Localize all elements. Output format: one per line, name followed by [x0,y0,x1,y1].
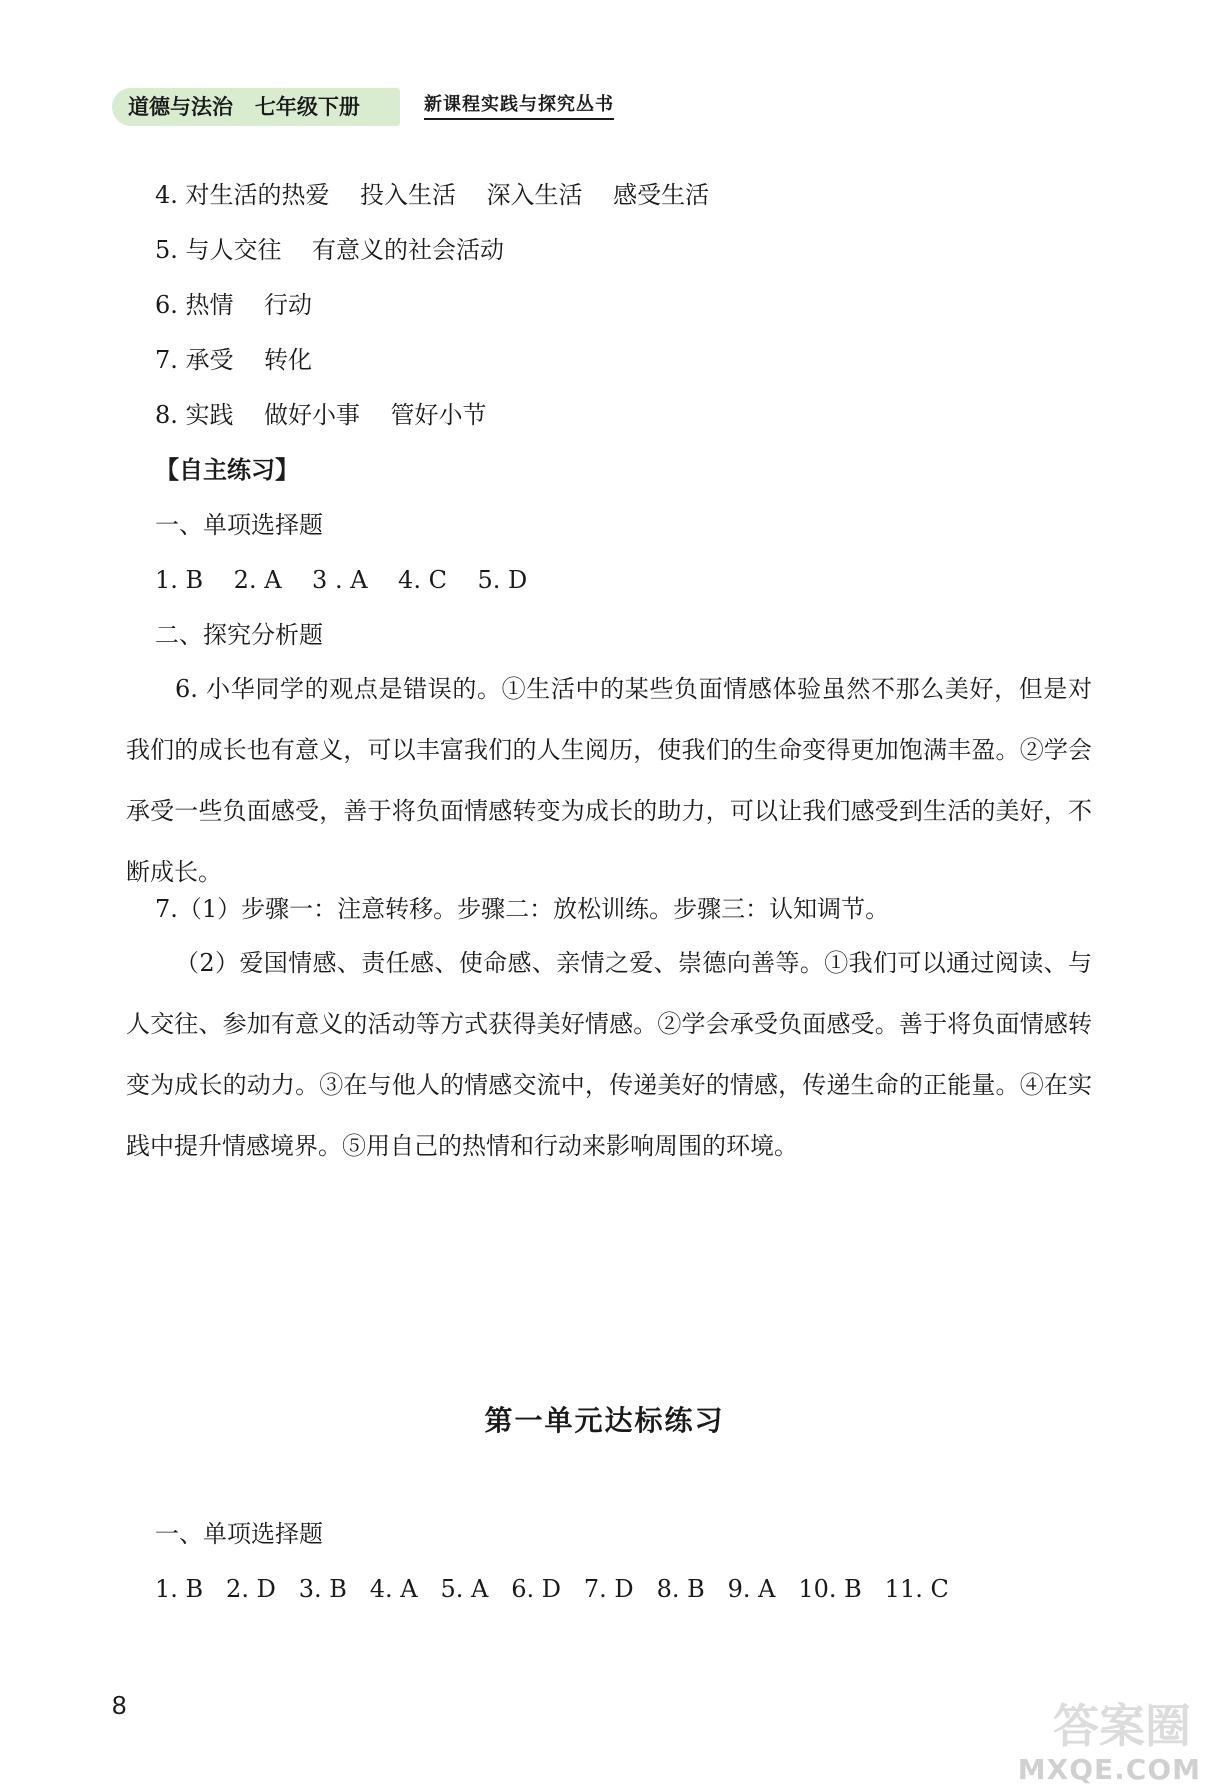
section-analysis: 二、探究分析题 [155,621,323,649]
fill-item-8: 8. 实践 做好小事 管好小节 [155,401,487,429]
practice-heading: 【自主练习】 [155,456,299,484]
page-header [112,88,652,130]
answer-q7-part2: （2）爱国情感、责任感、使命感、亲情之爱、崇德向善等。①我们可以通过阅读、与人交往、参加有意义的活动等方式获得美好情感。②学会承受负面感受。善于将负面情感转变为成长的动力。③在与他人的情感交流中，传递美好的情感，传递生命的正能量。④在实践中提升情感境界。⑤用自己的热情和行动来影响周围的环境。 [126,949,1092,1160]
watermark-logo: 答案圈 [1053,1699,1191,1753]
book-series: 新课程实践与探究丛书 [424,90,614,120]
book-title-tab: 道德与法治 七年级下册 [112,88,400,126]
answer-q7-part1: 7.（1）步骤一：注意转移。步骤二：放松训练。步骤三：认知调节。 [155,895,890,923]
unit-section-single-choice: 一、单项选择题 [155,1520,323,1548]
fill-item-6: 6. 热情 行动 [155,291,313,319]
fill-item-4: 4. 对生活的热爱 投入生活 深入生活 感受生活 [155,181,710,209]
section-single-choice: 一、单项选择题 [155,511,323,539]
watermark-site: MXQE.COM [1017,1753,1201,1786]
unit-single-choice-answers: 1. B 2. D 3. B 4. A 5. A 6. D 7. D 8. B 9. A 10. B 11. C [155,1575,949,1603]
answer-q6: 6. 小华同学的观点是错误的。①生活中的某些负面情感体验虽然不那么美好，但是对我们的成长也有意义，可以丰富我们的人生阅历，使我们的生命变得更加饱满丰盈。②学会承受一些负面感受，善于将负面情感转变为成长的助力，可以让我们感受到生活的美好，不断成长。 [126,675,1092,886]
fill-item-5: 5. 与人交往 有意义的社会活动 [155,236,505,264]
watermark [1017,1696,1201,1786]
page-number: 8 [112,1690,127,1720]
unit-test-title: 第一单元达标练习 [484,1404,725,1437]
single-choice-answers: 1. B 2. A 3 . A 4. C 5. D [155,566,528,594]
fill-item-7: 7. 承受 转化 [155,346,313,374]
